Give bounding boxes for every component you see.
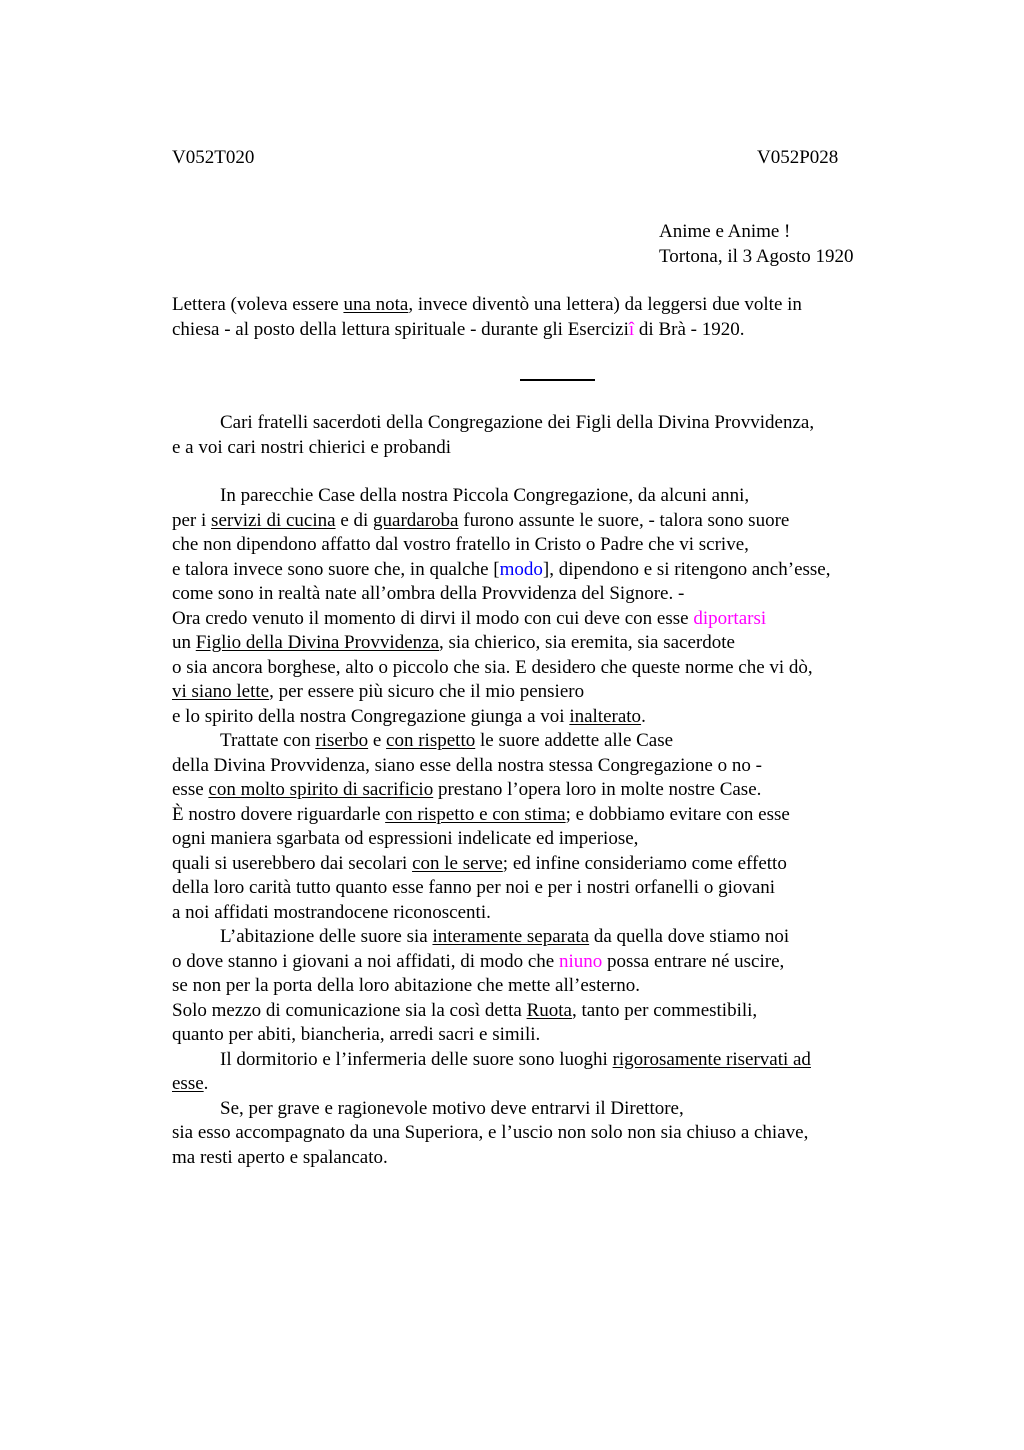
underlined-text: con le serve	[412, 852, 503, 874]
text-run: , per essere più sicuro che il mio pensiero	[269, 681, 585, 702]
text-run: da quella dove stiamo noi	[589, 926, 790, 947]
text-run: o dove stanno i giovani a noi affidati, di modo che	[172, 950, 559, 972]
body-line	[172, 950, 830, 975]
body-line: quanto per abiti, biancheria, arredi sacri e simili.	[172, 1024, 541, 1045]
body-line	[172, 680, 830, 705]
highlighted-text: niuno	[558, 950, 603, 972]
body-line	[172, 729, 830, 754]
text-run: Ora credo venuto il momento di dirvi il modo con cui deve con esse	[172, 607, 694, 629]
underlined-text: Figlio della Divina Provvidenza	[195, 632, 440, 653]
document-code-right: V052P028	[757, 147, 839, 168]
letter-title: Anime e Anime !	[659, 221, 791, 242]
body-line	[172, 705, 830, 730]
text-run: ; ed infine consideriamo come effetto	[502, 852, 787, 874]
body-line: se non per la porta della loro abitazione che mette all’esterno.	[172, 975, 640, 996]
body-line: ma resti aperto e spalancato.	[172, 1146, 388, 1168]
underlined-text: inalterato	[569, 705, 642, 727]
body-line: o sia ancora borghese, alto o piccolo che sia. E desidero che queste norme che vi dò,	[172, 656, 813, 678]
text-run: possa entrare né uscire,	[602, 950, 785, 972]
text-run: esse	[172, 779, 209, 800]
body-line	[172, 631, 830, 656]
letter-body	[172, 484, 830, 1170]
body-line: come sono in realtà nate all’ombra della Provvidenza del Signore. -	[172, 583, 685, 604]
text-run: È nostro dovere riguardarle	[172, 803, 386, 825]
text-run: di Brà - 1920.	[634, 318, 745, 340]
salutation-line-2: e a voi cari nostri chierici e probandi	[172, 436, 452, 458]
text-run: Il dormitorio e l’infermeria delle suore sono luoghi	[220, 1048, 613, 1070]
text-run: , tanto per commestibili,	[571, 999, 758, 1021]
intro-line-2	[172, 318, 932, 343]
text-run: per i	[172, 509, 212, 531]
body-line: In parecchie Case della nostra Piccola Congregazione, da alcuni anni,	[220, 485, 750, 506]
body-line: della Divina Provvidenza, siano esse della nostra stessa Congregazione o no -	[172, 754, 762, 776]
text-run: e lo spirito della nostra Congregazione giunga a voi	[172, 705, 570, 727]
text-run: L’abitazione delle suore sia	[220, 926, 433, 947]
underlined-text: esse	[172, 1073, 204, 1094]
body-line: Se, per grave e ragionevole motivo deve entrarvi il Direttore,	[220, 1097, 684, 1119]
text-run: e talora invece sono suore che, in qualche [	[172, 558, 500, 580]
text-run: Trattate con	[220, 730, 316, 751]
text-run: , invece diventò una lettera) da leggersi due volte in	[408, 294, 802, 315]
body-line	[172, 852, 830, 877]
body-line	[172, 1048, 830, 1073]
body-line	[172, 607, 830, 632]
text-run: Solo mezzo di comunicazione sia la così detta	[172, 999, 527, 1021]
intro-paragraph	[172, 293, 932, 342]
text-run: e di	[335, 509, 374, 531]
underlined-text: servizi di cucina	[211, 509, 336, 531]
text-run: quali si userebbero dai secolari	[172, 852, 413, 874]
body-line	[172, 558, 830, 583]
body-line: sia esso accompagnato da una Superiora, e l’uscio non solo non sia chiuso a chiave,	[172, 1122, 809, 1143]
text-run: Lettera (voleva essere	[172, 294, 344, 315]
text-run: chiesa - al posto della lettura spirituale - durante gli Esercizi	[172, 318, 629, 340]
text-run: furono assunte le suore, - talora sono suore	[458, 509, 790, 531]
body-line: della loro carità tutto quanto esse fanno per noi e per i nostri orfanelli o giovani	[172, 877, 776, 898]
text-run: e	[368, 730, 387, 751]
text-run: .	[203, 1073, 209, 1094]
body-line	[172, 509, 830, 534]
text-run: ; e dobbiamo evitare con esse	[565, 803, 790, 825]
body-line	[172, 803, 830, 828]
highlighted-text: î	[628, 318, 635, 340]
body-line	[172, 1072, 830, 1097]
underlined-text: con molto spirito di sacrificio	[208, 779, 434, 800]
intro-line-1	[172, 293, 932, 318]
text-run: prestano l’opera loro in molte nostre Case.	[433, 779, 762, 800]
body-line: che non dipendono affatto dal vostro fratello in Cristo o Padre che vi scrive,	[172, 534, 749, 555]
body-line	[172, 778, 830, 803]
highlighted-text: modo	[499, 558, 543, 580]
text-run: le suore addette alle Case	[475, 730, 674, 751]
salutation	[172, 411, 814, 460]
underlined-text: con rispetto e con stima	[385, 803, 566, 825]
body-line	[172, 999, 830, 1024]
body-line	[172, 925, 830, 950]
body-line: a noi affidati mostrandocene riconoscenti.	[172, 901, 491, 923]
letter-header	[659, 220, 853, 269]
underlined-text: con rispetto	[386, 730, 476, 751]
highlighted-text: diportarsi	[693, 607, 767, 629]
text-run: , sia chierico, sia eremita, sia sacerdote	[439, 632, 735, 653]
salutation-line-1: Cari fratelli sacerdoti della Congregazione dei Figli della Divina Provvidenza,	[220, 412, 815, 433]
text-run: ], dipendono e si ritengono anch’esse,	[542, 558, 831, 580]
underlined-text: rigorosamente riservati ad	[612, 1048, 811, 1070]
underlined-text: Ruota	[526, 999, 572, 1021]
underlined-text: una nota	[343, 294, 409, 315]
separator-line	[520, 379, 595, 381]
text-run: .	[641, 705, 646, 727]
underlined-text: guardaroba	[373, 509, 459, 531]
text-run: un	[172, 632, 196, 653]
underlined-text: vi siano lette	[172, 681, 270, 702]
letter-place-date: Tortona, il 3 Agosto 1920	[659, 245, 854, 267]
underlined-text: riserbo	[315, 730, 369, 751]
document-code-left: V052T020	[172, 147, 255, 168]
body-line: ogni maniera sgarbata od espressioni indelicate ed imperiose,	[172, 828, 639, 849]
underlined-text: interamente separata	[432, 926, 590, 947]
